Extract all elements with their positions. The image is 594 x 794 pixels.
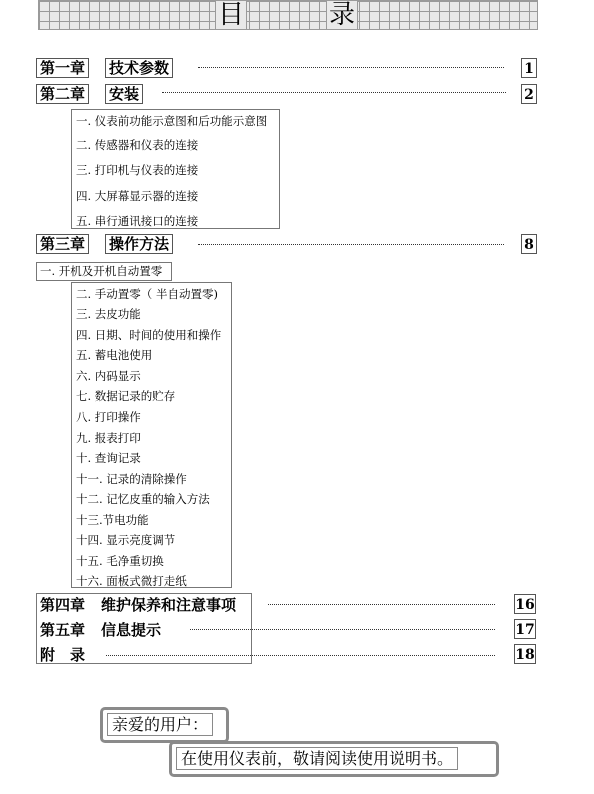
appendix-heading [40,644,85,664]
chapter-2-heading [36,84,143,104]
appendix-page: 18 [514,644,536,664]
operation-section-list [71,282,232,588]
operation-section-8: 八. 打印操作 [76,410,141,424]
operation-section-14: 十四. 显示亮度调节 [76,533,176,547]
operation-section-3: 三. 去皮功能 [76,307,141,321]
operation-section-13: 十三.节电功能 [76,513,149,527]
operation-section-16: 十六. 面板式微打走纸 [76,574,187,588]
operation-section-10: 十. 查询记录 [76,451,141,465]
title-grid-background [38,0,538,30]
chapter-3-title: 操作方法 [105,234,173,254]
chapter-5-title: 信息提示 [101,620,162,639]
chapter-1-leader [198,67,504,68]
chapter-3-heading [36,234,173,254]
chapter-2-leader [162,92,506,93]
chapter-2-label: 第二章 [36,84,89,104]
chapter-5-leader [190,629,495,630]
chapter-3-label: 第三章 [36,234,89,254]
install-section-1: 一. 仪表前功能示意图和后功能示意图 [76,114,268,128]
chapter-5-heading [40,619,161,639]
chapter-1-heading [36,58,173,78]
chapter-4-label: 第四章 [40,595,86,614]
chapter-3-page: 8 [521,234,537,254]
chapter-1-title: 技术参数 [105,58,173,78]
greeting-message-box [169,741,499,777]
chapter-4-title: 维护保养和注意事项 [101,595,237,614]
chapter-5-page: 17 [514,619,536,639]
chapter-1-page: 1 [521,58,537,78]
chapter-3-leader [198,244,504,245]
chapter-4-leader [268,604,495,605]
operation-section-7: 七. 数据记录的贮存 [76,389,176,403]
operation-section-9: 九. 报表打印 [76,431,141,445]
chapter-5-label: 第五章 [40,620,86,639]
chapter-2-title: 安装 [105,84,143,104]
chapter-2-page: 2 [521,84,537,104]
title-char-2: 录 [326,0,358,30]
title-char-1: 目 [215,0,247,30]
operation-section-2: 二. 手动置零（ 半自动置零) [76,287,218,301]
chapter-4-page: 16 [514,594,536,614]
greeting-salutation-box [100,707,229,743]
install-section-4: 四. 大屏幕显示器的连接 [76,189,199,203]
greeting-message: 在使用仪表前，敬请阅读使用说明书。 [176,747,458,770]
operation-section-5: 五. 蓄电池使用 [76,348,153,362]
operation-section-12: 十二. 记忆皮重的输入方法 [76,492,210,506]
install-section-list [71,109,280,229]
install-section-5: 五. 串行通讯接口的连接 [76,214,199,228]
operation-section-6: 六. 内码显示 [76,369,141,383]
operation-section-4: 四. 日期、时间的使用和操作 [76,328,222,342]
operation-section-1: 一. 开机及开机自动置零 [36,262,172,281]
operation-section-15: 十五. 毛净重切换 [76,554,164,568]
install-section-2: 二. 传感器和仪表的连接 [76,138,199,152]
chapter-1-label: 第一章 [36,58,89,78]
install-section-3: 三. 打印机与仪表的连接 [76,163,199,177]
chapter-4-heading [40,594,236,614]
greeting-salutation: 亲爱的用户： [107,713,213,736]
operation-section-11: 十一. 记录的清除操作 [76,472,187,486]
appendix-leader [106,655,495,656]
appendix-label: 附 录 [40,645,86,664]
